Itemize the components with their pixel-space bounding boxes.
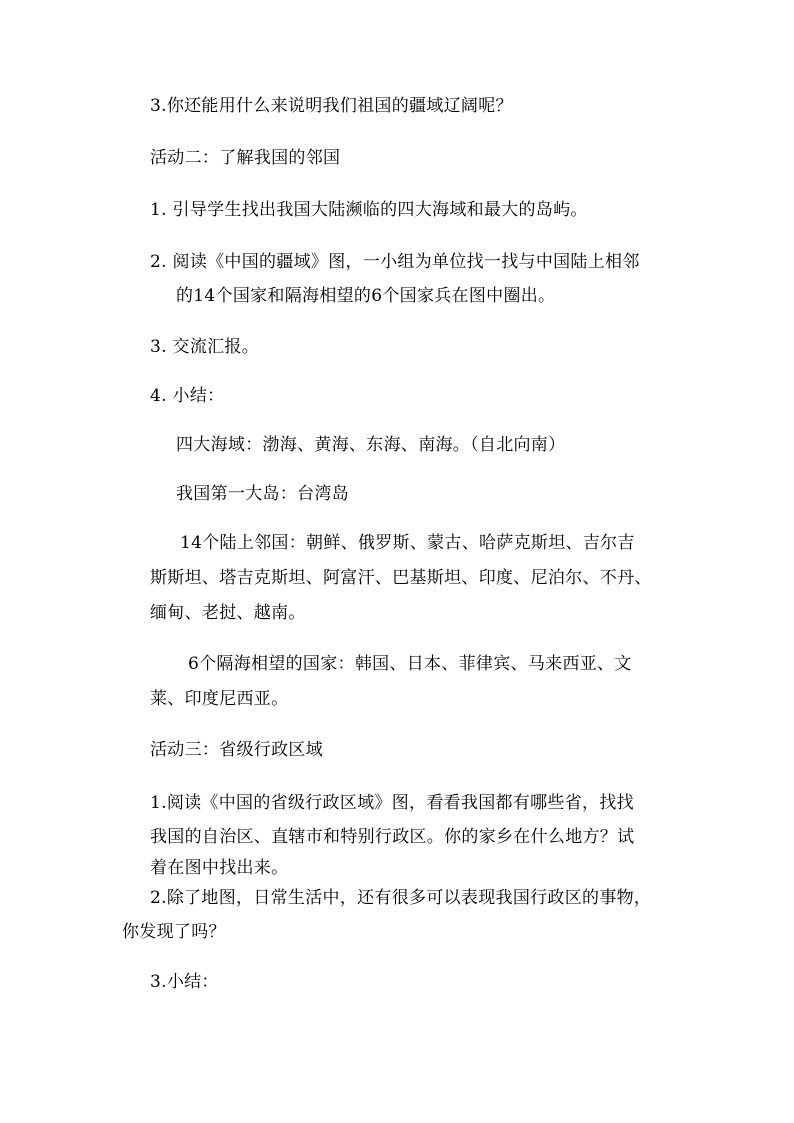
activity-2-item-4: 4. 小结： — [150, 386, 225, 406]
activity-2-item-1: 1. 引导学生找出我国大陆濒临的四大海域和最大的岛屿。 — [150, 200, 588, 220]
activity-3-item-1-line-3: 着在图中找出来。 — [150, 858, 289, 878]
activity-3-item-2-line-2: 你发现了吗？ — [122, 922, 226, 942]
summary-land-neighbors-line-1: 14个陆上邻国：朝鲜、俄罗斯、蒙古、哈萨克斯坦、吉尔吉 — [180, 533, 635, 553]
summary-land-neighbors-line-3: 缅甸、老挝、越南。 — [150, 603, 306, 623]
question-3: 3.你还能用什么来说明我们祖国的疆域辽阔呢？ — [150, 96, 513, 116]
activity-3-title: 活动三：省级行政区域 — [150, 740, 323, 760]
summary-sea-neighbors-line-2: 莱、印度尼西亚。 — [150, 689, 289, 709]
activity-2-item-2-line-1: 2. 阅读《中国的疆域》图，一小组为单位找一找与中国陆上相邻 — [150, 252, 640, 272]
summary-land-neighbors-line-2: 斯斯坦、塔吉克斯坦、阿富汗、巴基斯坦、印度、尼泊尔、不丹、 — [150, 568, 652, 588]
summary-island: 我国第一大岛：台湾岛 — [176, 484, 349, 504]
summary-sea-neighbors-line-1: 6个隔海相望的国家：韩国、日本、菲律宾、马来西亚、文 — [188, 654, 632, 674]
activity-3-item-2-line-1: 2.除了地图，日常生活中，还有很多可以表现我国行政区的事物， — [150, 888, 652, 908]
activity-2-item-2-line-2: 的14个国家和隔海相望的6个国家兵在图中圈出。 — [176, 286, 556, 306]
activity-3-item-1-line-2: 我国的自治区、直辖市和特别行政区。你的家乡在什么地方？试 — [150, 827, 635, 847]
activity-3-item-3: 3.小结： — [150, 972, 219, 992]
summary-seas: 四大海域：渤海、黄海、东海、南海。（自北向南） — [176, 435, 566, 455]
activity-2-item-3: 3. 交流汇报。 — [150, 337, 260, 357]
activity-2-title: 活动二：了解我国的邻国 — [150, 148, 341, 168]
activity-3-item-1-line-1: 1.阅读《中国的省级行政区域》图，看看我国都有哪些省，找找 — [150, 793, 634, 813]
